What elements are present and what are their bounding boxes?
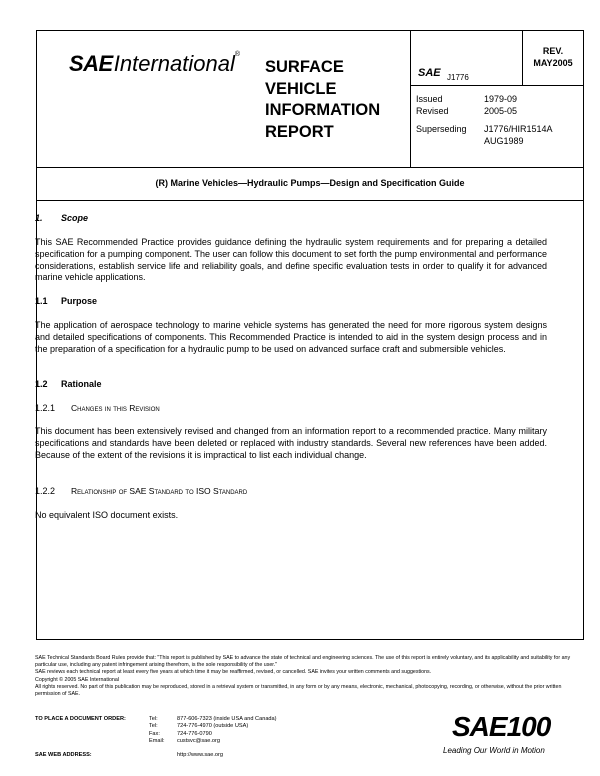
superseding-value: J1776/HIR1514A <box>484 124 553 134</box>
document-title: (R) Marine Vehicles—Hydraulic Pumps—Design and Specification Guide <box>155 178 465 188</box>
sae-100-logo: SAE100 <box>452 711 551 742</box>
contact-block <box>35 716 277 746</box>
footer-notice <box>35 655 580 698</box>
footer-line: All rights reserved. No part of this publication may be reproduced, stored in a retrieval system or transmitted, in any form or by any means, electronic, mechanical, photocopying, recording, or otherwise, without the prior written permission of SAE. <box>35 683 562 698</box>
section-number: 1.2.1 <box>35 403 56 413</box>
footer-line: SAE reviews each technical report at least every five years at which time it may be reaffirmed, revised, or cancelled. SAE invites your written comments and suggestions. <box>35 669 432 676</box>
report-type-line: REPORT <box>265 122 334 141</box>
divider <box>522 31 523 85</box>
divider <box>410 31 411 167</box>
web-link[interactable]: http://www.sae.org <box>177 752 224 758</box>
section-title: Relationship of SAE Standard to ISO Standard <box>71 486 248 496</box>
web-label: SAE WEB ADDRESS: <box>35 752 92 758</box>
rationale-heading <box>35 379 547 391</box>
report-type-line: SURFACE <box>265 58 344 76</box>
title-band <box>37 167 583 201</box>
logo-sae-text: SAE <box>69 51 113 76</box>
iso-heading <box>35 486 547 498</box>
revised-value: 2005-05 <box>484 106 518 116</box>
section-title: Purpose <box>61 296 98 306</box>
revision-box <box>525 45 581 69</box>
changes-paragraph: This document has been extensively revised and changed from an information report to a recommended practice. Many military specifications and standards have been deleted or replaced with industry standards. Several new references have been added. Because of the extent of the revisions it is impractical to list each individual change. <box>35 426 547 460</box>
purpose-paragraph: The application of aerospace technology to marine vehicle systems has generated the need for more rigorous system designs and detailed specifications of components. This Recommended Practice is intended to aid in the system design process and in the preparation of a specification for a hydraulic pump to be used on advanced surface craft and submersible vehicles. <box>35 320 547 354</box>
logo-international-text: International <box>113 51 235 76</box>
footer-line: Copyright © 2005 SAE International <box>35 676 119 683</box>
footer-line: SAE Technical Standards Board Rules provide that: "This report is published by SAE to advance the state of technical and engineering sciences. The use of this report is entirely voluntary, and its applicability and suitability for any particular use, including any patent infringement arising therefrom, is the sole responsibility of the user." <box>35 655 571 669</box>
rev-date: MAY2005 <box>533 58 573 68</box>
section-title: Rationale <box>61 379 102 389</box>
doc-sae-mark: SAE <box>418 67 441 79</box>
superseding-label: Superseding <box>416 124 467 134</box>
changes-heading <box>35 403 547 415</box>
fax-value: 724-776-0790 <box>177 730 212 737</box>
revised-label: Revised <box>416 106 449 116</box>
section-number: 1.2.2 <box>35 486 56 496</box>
header-box <box>37 31 583 168</box>
fax-label: Fax: <box>149 730 160 737</box>
rev-label: REV. <box>542 46 564 56</box>
report-type-line: VEHICLE <box>265 79 337 98</box>
tagline: Leading Our World in Motion <box>443 746 545 755</box>
date-table <box>416 93 553 147</box>
tel-value: 724-776-4970 (outside USA) <box>177 723 249 730</box>
document-number: J1776 <box>447 73 469 82</box>
scope-paragraph: This SAE Recommended Practice provides guidance defining the hydraulic system requirements and for preparing a detailed specification for a pumping component. The user can follow this document to set forth the pump environmental and performance considerations, establish service life and reliability goals, and define specific evaluation tests in order to qualify it for advanced marine vehicle applications. <box>35 237 547 283</box>
scope-heading <box>35 213 547 225</box>
section-title: Changes in this Revision <box>71 403 160 413</box>
tel-value: 877-606-7323 (inside USA and Canada) <box>177 716 277 722</box>
tel-label: Tel: <box>149 716 158 722</box>
trademark-mark: ® <box>234 51 241 58</box>
order-label: TO PLACE A DOCUMENT ORDER: <box>35 716 126 722</box>
sae-international-logo <box>69 51 240 77</box>
divider <box>410 85 583 86</box>
report-type <box>265 57 405 143</box>
section-number: 1.2 <box>35 379 48 389</box>
email-link[interactable]: custsvc@sae.org <box>177 738 220 745</box>
tel-label: Tel: <box>149 723 158 730</box>
purpose-heading <box>35 296 547 308</box>
issued-label: Issued <box>416 94 443 104</box>
section-number: 1.1 <box>35 296 48 306</box>
issued-value: 1979-09 <box>484 94 518 104</box>
email-label: Email: <box>149 738 165 745</box>
section-title: Scope <box>61 213 89 223</box>
iso-paragraph: No equivalent ISO document exists. <box>35 510 179 520</box>
report-type-line: INFORMATION <box>265 101 381 119</box>
section-number: 1. <box>35 213 43 223</box>
superseding-value: AUG1989 <box>484 136 524 146</box>
